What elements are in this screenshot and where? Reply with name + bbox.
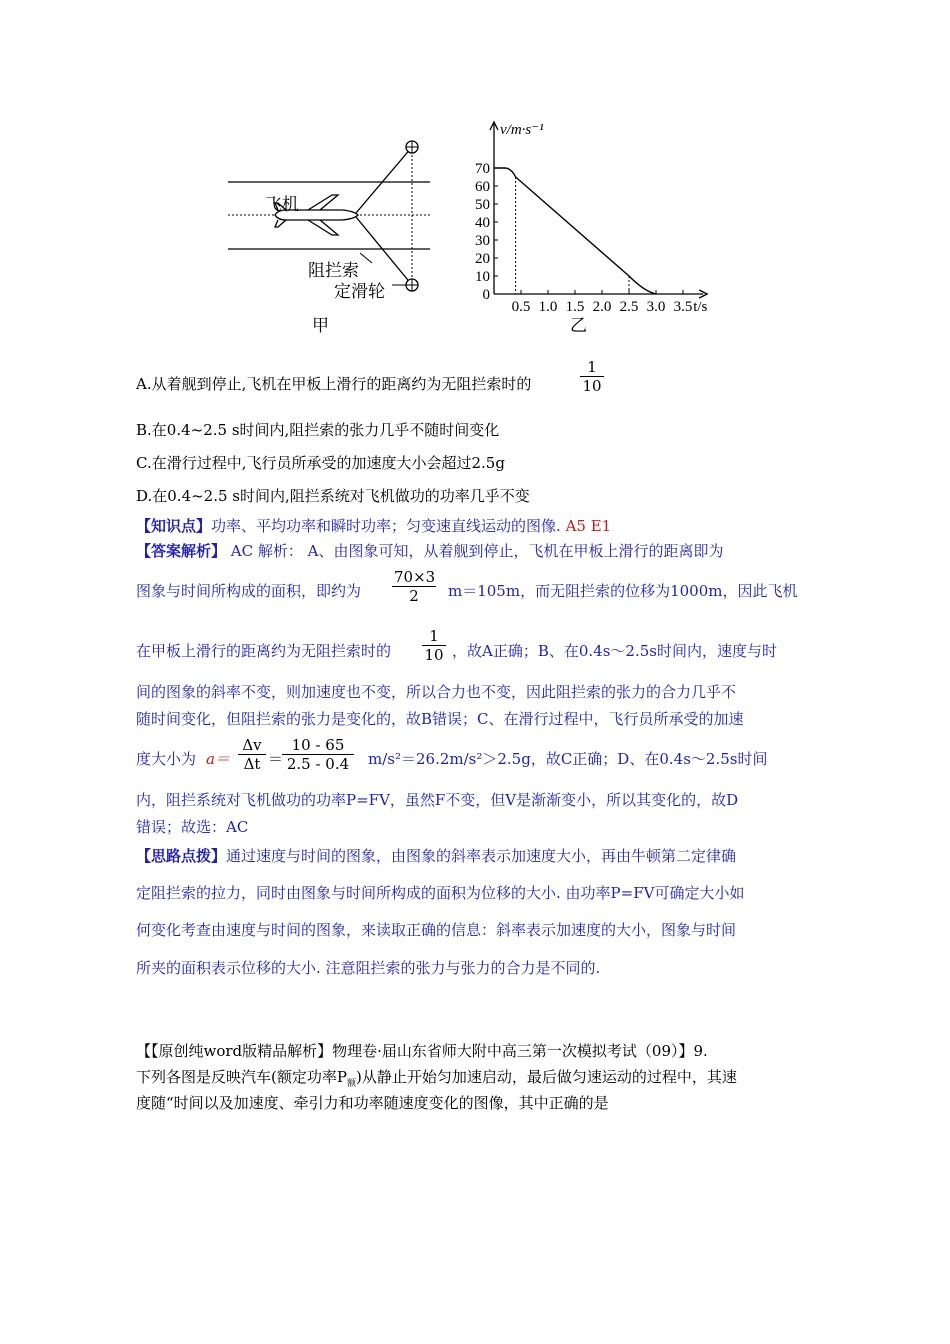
answer-line-4: 间的图象的斜率不变，则加速度也不变，所以合力也不变，因此阻拦索的张力的合力几乎不 — [136, 683, 737, 701]
option-d: D.在0.4~2.5 s时间内,阻拦系统对飞机做功的功率几乎不变 — [136, 487, 530, 505]
knowledge-codes: A5 E1 — [565, 517, 612, 535]
hint-line-1 — [136, 845, 816, 866]
y-tick-label: 20 — [475, 251, 490, 267]
x-axis-title: t/s — [693, 299, 708, 315]
pulley-bottom-icon — [406, 279, 418, 291]
answer-frac1-num: 70×3 — [394, 568, 436, 586]
answer-frac4-num: 10 - 65 — [282, 736, 354, 755]
option-c: C.在滑行过程中,飞行员所承受的加速度大小会超过2.5g — [136, 454, 505, 472]
pulley-top-icon — [406, 141, 418, 153]
rated-power-subscript: 额 — [346, 1079, 356, 1089]
answer-tag: 【答案解析】 — [136, 542, 227, 560]
x-tick-label: 0.5 — [511, 299, 531, 315]
option-a-frac-den: 10 — [582, 377, 602, 395]
figure-left-caption: 甲 — [312, 316, 329, 336]
answer-frac2-num: 1 — [422, 627, 446, 646]
chart-axes — [490, 122, 707, 298]
y-tick-label: 60 — [475, 179, 490, 195]
y-tick-label: 30 — [475, 233, 490, 249]
y-tick-label: 70 — [475, 161, 490, 177]
hint-tag: 【思路点拨】 — [136, 847, 227, 865]
pulley-label: 定滑轮 — [334, 282, 385, 302]
answer-fraction-3 — [238, 736, 266, 773]
answer-line-2b: m＝105m，而无阻拦索的位移为1000m，因此飞机 — [448, 582, 798, 600]
answer-line-6a: 度大小为 — [136, 750, 197, 768]
answer-line-2a: 图象与时间所构成的面积，即约为 — [136, 582, 362, 600]
arrest-cable-lower — [356, 217, 412, 285]
answer-line-5: 随时间变化，但阻拦索的张力是变化的，故B错误；C、在滑行过程中，飞行员所承受的加速 — [136, 710, 744, 728]
option-b: B.在0.4~2.5 s时间内,阻拦索的张力几乎不随时间变化 — [136, 421, 500, 439]
knowledge-text: 功率、平均功率和瞬时功率；匀变速直线运动的图像. — [211, 517, 561, 535]
answer-frac3-den: Δt — [243, 755, 261, 773]
x-tick-label: 1.0 — [538, 299, 558, 315]
x-tick-label: 2.5 — [619, 299, 639, 315]
plane-label: 飞机 — [265, 195, 299, 215]
answer-line-3a: 在甲板上滑行的距离约为无阻拦索时的 — [136, 642, 392, 660]
arrest-cable-upper — [356, 147, 412, 213]
next-question-line-2b: )从静止开始匀加速启动，最后做匀速运动的过程中，其速 — [355, 1068, 737, 1086]
x-tick-label: 3.0 — [646, 299, 666, 315]
answer-frac1-den: 2 — [409, 587, 419, 605]
y-tick-label: 40 — [475, 215, 490, 231]
next-question-line-2a: 下列各图是反映汽车(额定功率P — [136, 1068, 347, 1086]
cable-label-leader — [360, 253, 372, 263]
answer-line-6b: m/s²＝26.2m/s²＞2.5g，故C正确；D、在0.4s～2.5s时间 — [368, 750, 768, 768]
cable-label: 阻拦索 — [308, 261, 359, 281]
y-tick-label: 50 — [475, 197, 490, 213]
answer-line-3b: ，故A正确；B、在0.4s～2.5s时间内，速度与时 — [452, 642, 777, 660]
hint-line-3: 何变化考查由速度与时间的图象，来读取正确的信息：斜率表示加速度的大小，图象与时间 — [136, 921, 737, 939]
answer-frac4-den: 2.5 - 0.4 — [286, 755, 350, 773]
x-tick-label: 2.0 — [592, 299, 612, 315]
y-tick-label: 0 — [482, 287, 490, 303]
answer-frac2-den: 10 — [424, 646, 444, 664]
answer-fraction-4 — [282, 736, 354, 773]
answer-fraction-2 — [422, 627, 446, 664]
next-question-line-1: 【【原创纯word版精品解析】物理卷·届山东省师大附中高三第一次模拟考试（09）】9. — [136, 1042, 708, 1060]
option-a — [136, 373, 531, 394]
next-question-line-2 — [136, 1066, 816, 1089]
carrier-landing-diagram — [220, 135, 440, 335]
knowledge-point — [136, 515, 816, 536]
option-a-fraction — [580, 358, 604, 395]
answer-frac3-num: Δv — [238, 736, 266, 755]
answer-accel-symbol: a＝ — [206, 750, 230, 768]
x-tick-label: 1.5 — [565, 299, 585, 315]
knowledge-tag: 【知识点】 — [136, 517, 212, 535]
hint-line-1-text: 通过速度与时间的图象，由图象的斜率表示加速度大小，再由牛顿第二定律确 — [226, 847, 737, 865]
answer-line-7: 内，阻拦系统对飞机做功的功率P=FV，虽然F不变，但V是渐渐变小，所以其变化的，故D — [136, 791, 739, 809]
hint-line-4: 所夹的面积表示位移的大小. 注意阻拦索的张力与张力的合力是不同的. — [136, 959, 601, 977]
answer-equals: ＝ — [268, 750, 284, 768]
velocity-curve — [494, 168, 656, 294]
velocity-time-chart — [458, 118, 748, 318]
option-a-frac-num: 1 — [580, 358, 604, 377]
y-tick-label: 10 — [475, 269, 490, 285]
answer-fraction-1 — [392, 568, 436, 605]
answer-line-1 — [136, 540, 816, 561]
y-axis-title: v/m·s⁻¹ — [500, 122, 544, 138]
answer-line-1-text: AC 解析： A、由图象可知，从着舰到停止，飞机在甲板上滑行的距离即为 — [226, 542, 724, 560]
figure-right-caption: 乙 — [570, 316, 587, 336]
next-question-line-3: 度随“时间以及加速度、牵引力和功率随速度变化的图像，其中正确的是 — [136, 1094, 609, 1112]
answer-line-8: 错误；故选：AC — [136, 818, 249, 836]
hint-line-2: 定阻拦索的拉力，同时由图象与时间所构成的面积为位移的大小. 由功率P=FV可确定大小如 — [136, 884, 745, 902]
x-tick-label: 3.5 — [673, 299, 693, 315]
option-a-text: A.从着舰到停止,飞机在甲板上滑行的距离约为无阻拦索时的 — [136, 375, 532, 393]
